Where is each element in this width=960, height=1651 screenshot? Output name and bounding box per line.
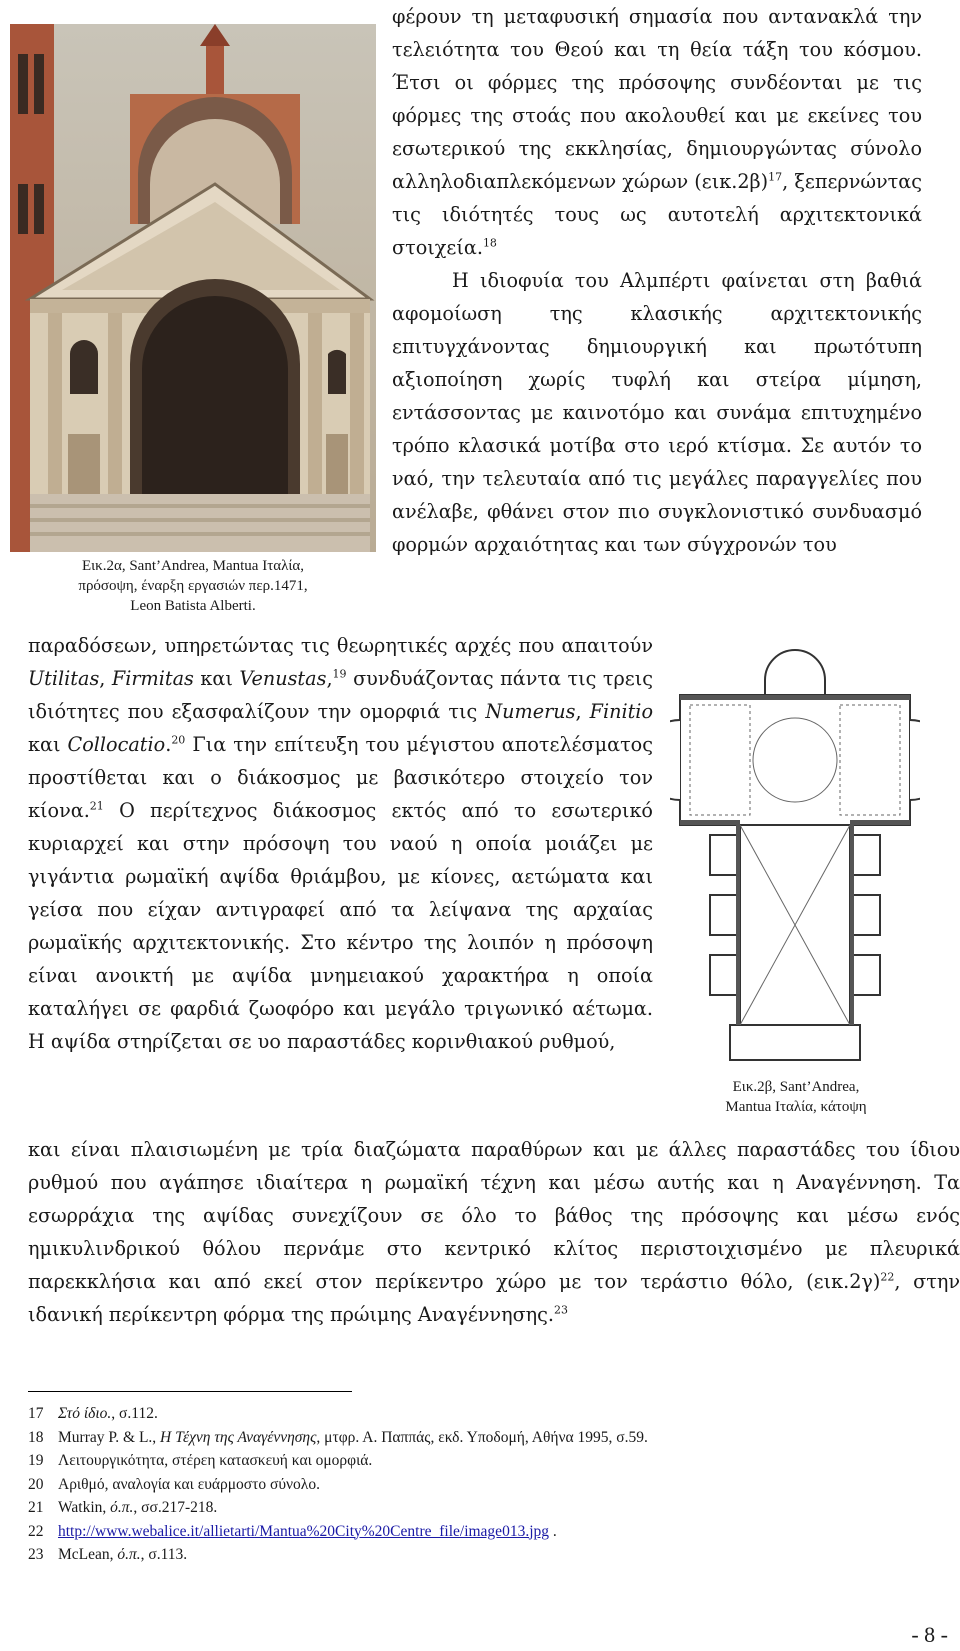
footnote-22-link[interactable]: http://www.webalice.it/allietarti/Mantua%20City%20Centre_file/image013.jpg [58, 1522, 549, 1540]
paragraph-left-column [28, 629, 653, 1058]
p1-text-b: , ξεπερνώντας τις ιδιότητές τους ως αυτοτελή αρχιτεκτονικά στοιχεία. [392, 170, 922, 259]
paragraph-4 [28, 1133, 960, 1331]
page-number: - 8 - [911, 1622, 948, 1647]
footnote-number: 21 [28, 1499, 44, 1516]
caption-2b-line2: Mantua Ιταλία, κάτοψη [725, 1099, 867, 1115]
footnote-number: 18 [28, 1428, 44, 1446]
p3-text-a: παραδόσεων, υπηρετώντας τις θεωρητικές αρχές που απαιτούν [28, 634, 653, 657]
paragraph-full-width [28, 1133, 960, 1331]
footnote-17-italic: Στό ίδιο. [58, 1405, 112, 1422]
paragraph-3: παραδόσεων, υπηρετώντας τις θεωρητικές αρχές που απαιτούν Utilitas, Firmitas και Venustas,$^{19}$ συνδυάζοντας πάντα τις τρεις ιδιότητες που εξασφαλίζουν την ομορφιά τις Numerus, Finitio και Collocatio.$^{20}$ Για την επίτευξη του μέγιστου αποτελέσματος προστίθεται και ο διάκοσμος με βασικότερο στοιχείο τον κίονα.$^{21}$ Ο περίτεχνος διάκοσμος εκτός από το εσωτερικό κυριαρχεί και στην πρόσοψη του ναού η οποία μοιάζει με γιγάντια ρωμαϊκή αψίδα θριάμβου, με κίονες, αετώματα και γείσα που είχαν αντιγραφεί από τα λείψανα της αρχαίας ρωμαϊκής αρχιτεκτονικής. Στο κέντρο της λοιπόν η πρόσοψη είναι ανοικτή με αψίδα μνημειακού χαρακτήρα η οποία καταλήγει σε φαρδιά ζωοφόρο και μεγάλο τριγωνικό αέτωμα. Η αψίδα στηρίζεται σε υο παραστάδες κορινθιακού ρυθμού, [28, 634, 653, 1053]
caption-2a-line1: Εικ.2α, Sant’Andrea, Mantua Ιταλία, [81, 558, 305, 574]
footnote-ref-20[interactable]: 20 [171, 733, 186, 747]
term-finitio: Finitio [589, 700, 653, 723]
footnote-18 [28, 1426, 928, 1450]
p3-text-b: συνδυάζοντας πάντα τις τρεις ιδιότητες που εξασφαλίζουν την ομορφιά τις [28, 667, 653, 723]
footnote-17-rest: , σ.112. [111, 1405, 158, 1422]
footnote-ref-23[interactable]: 23 [554, 1303, 569, 1317]
footnote-23-italic: ό.π. [117, 1546, 141, 1563]
figure-2a-caption [28, 556, 358, 616]
term-utilitas: Utilitas [28, 667, 100, 690]
footnote-ref-22[interactable]: 22 [880, 1270, 895, 1284]
footnote-18-pre: Murray P. & L., [58, 1428, 157, 1446]
paragraph-1 [392, 0, 922, 264]
footnote-ref-21[interactable]: 21 [89, 799, 104, 813]
caption-2b-line1: Εικ.2β, Sant’Andrea, [732, 1079, 860, 1095]
p3-text-d: Ο περίτεχνος διάκοσμος εκτός από το εσωτερικό κυριαρχεί και στην πρόσοψη του ναού η οποία μοιάζει με γιγάντια ρωμαϊκή αψίδα θριάμβου, με κίονες, αετώματα και γείσα που είχαν αντιγραφεί από τα λείψανα της αρχαίας ρωμαϊκής αρχιτεκτονικής. Στο κέντρο της λοιπόν η πρόσοψη είναι ανοικτή με αψίδα μνημειακού χαρακτήρα η οποία καταλήγει σε φαρδιά ζωοφόρο και μεγάλο τριγωνικό αέτωμα. Η αψίδα στηρίζεται σε υο παραστάδες κορινθιακού ρυθμού, [28, 799, 653, 1053]
footnote-20 [28, 1473, 928, 1497]
term-numerus: Numerus [485, 700, 576, 723]
p3-and-2: και [28, 733, 61, 756]
footnote-20-text: Αριθμό, αναλογία και ευάρμοστο σύνολο. [58, 1475, 320, 1493]
footnote-19-text: Λειτουργικότητα, στέρεη κατασκευή και ομορφιά. [58, 1452, 373, 1469]
term-firmitas: Firmitas [111, 667, 194, 690]
footnote-number: 19 [28, 1452, 44, 1469]
footnote-ref-18[interactable]: 18 [482, 236, 497, 250]
footnote-ref-17[interactable]: 17 [768, 170, 783, 184]
footnote-number: 22 [28, 1522, 44, 1540]
floor-plan-illustration [670, 640, 920, 1070]
footnote-22-rest: . [552, 1522, 557, 1540]
figure-2b-caption [686, 1077, 906, 1117]
footnote-21-pre: Watkin, [58, 1499, 107, 1516]
p3-and-1: και [200, 667, 233, 690]
caption-2a-line3: Leon Batista Alberti. [130, 598, 256, 614]
figure-facade-photo [10, 24, 376, 552]
facade-illustration [10, 24, 376, 552]
caption-2a-line2: πρόσοψη, έναρξη εργασιών περ.1471, [78, 578, 308, 594]
footnote-17 [28, 1402, 928, 1426]
paragraph-2: Η ιδιοφυία του Αλμπέρτι φαίνεται στη βαθιά αφομοίωση της κλασικής αρχιτεκτονικής επιτυγχάνοντας δημιουργική και πρωτότυπη αξιοποίηση χωρίς τυφλή και στείρα μίμηση, εντάσσοντας με καινοτόμο και συνάμα επιτυχημένο τρόπο κλασικά μοτίβα στο ιερό κτίσμα. Σε αυτόν το ναό, την τελευταία από τις μεγάλες παραγγελίες που ανέλαβε, φθάνει στον πιο συγκλονιστικό συνδυασμό φορμών αρχαιότητας και των σύγχρονών του [392, 269, 922, 556]
footnote-23 [28, 1543, 928, 1567]
paragraph-right-column [392, 0, 922, 561]
footnote-22 [28, 1520, 928, 1544]
footnote-separator [28, 1391, 352, 1392]
figure-floor-plan [670, 640, 920, 1070]
footnotes-list [28, 1402, 928, 1567]
footnote-21 [28, 1496, 928, 1520]
footnote-ref-19[interactable]: 19 [332, 667, 347, 681]
term-collocatio: Collocatio [67, 733, 166, 756]
term-venustas: Venustas [239, 667, 327, 690]
footnote-number: 20 [28, 1475, 44, 1493]
footnote-number: 23 [28, 1546, 44, 1563]
p4-text-a: και είναι πλαισιωμένη με τρία διαζώματα παραθύρων και με άλλες παραστάδες του ίδιου ρυθμού που αγάπησε ιδιαίτερα η ρωμαϊκή τέχνη και μέσω αυτής και η Αναγέννηση. Τα εσωρράχια της αψίδας συνεχίζουν σε όλο το βάθος της πρόσοψης και μέσω ενός ημικυλινδρικού θόλου περνάμε στο κεντρικό κλίτος περιστοιχισμένο με πλευρικά παρεκκλήσια και από εκεί στον περίκεντρο χώρο με τον τεράστιο θόλο, (εικ.2γ) [28, 1138, 960, 1293]
footnote-number: 17 [28, 1405, 44, 1422]
p3-text-c: Για την επίτευξη του μέγιστου αποτελέσματος προστίθεται και ο διάκοσμος με βασικότερο στοιχείο τον κίονα. [28, 733, 653, 822]
footnote-23-pre: McLean, [58, 1546, 114, 1563]
footnote-18-rest: , μτφρ. Α. Παππάς, εκδ. Υποδομή, Αθήνα 1995, σ.59. [316, 1428, 648, 1446]
footnote-23-rest: , σ.113. [140, 1546, 188, 1563]
footnote-21-italic: ό.π. [110, 1499, 134, 1516]
footnote-19 [28, 1449, 928, 1473]
footnote-21-rest: , σσ.217-218. [133, 1499, 218, 1516]
p4-text-b: , στην ιδανική περίκεντρη φόρμα της πρώιμης Αναγέννησης. [28, 1270, 960, 1326]
footnote-18-italic: Η Τέχνη της Αναγέννησης [160, 1428, 317, 1446]
p1-text-a: φέρουν τη μεταφυσική σημασία που αντανακλά την τελειότητα του Θεού και τη θεία τάξη του κόσμου. Έτσι οι φόρμες της πρόσοψης συνδέονται με τις φόρμες της στοάς που ακολουθεί και με εκείνες του εσωτερικού της εκκλησίας, δημιουργώντας σύνολο αλληλοδιαπλεκόμενων χώρων (εικ.2β) [392, 5, 922, 193]
